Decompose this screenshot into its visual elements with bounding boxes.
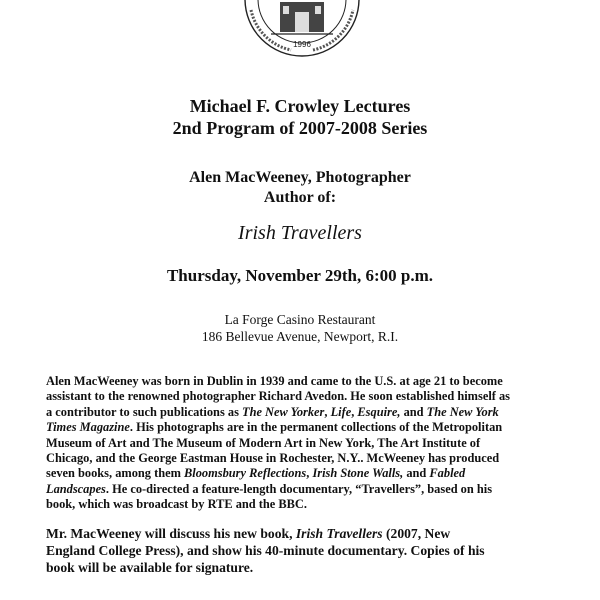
bio-text: and (400, 404, 427, 419)
bio-line (46, 405, 571, 420)
venue-name: La Forge Casino Restaurant (224, 312, 376, 327)
speaker-block (0, 168, 600, 208)
bio-text: . He co-directed a feature-length documentary, “Travellers”, based on his (105, 481, 493, 496)
bio-line: Alen MacWeeney was born in Dublin in 1939 and came to the U.S. at age 21 to become (46, 374, 503, 388)
description-text: Mr. MacWeeney will discuss his new book, (46, 526, 296, 541)
title-line-2: 2nd Program of 2007-2008 Series (172, 118, 428, 138)
book-reference: Fabled (429, 466, 466, 481)
bio-text: , (351, 404, 358, 419)
bio-text: seven books, among them (46, 466, 185, 481)
book-reference: Irish Travellers (295, 526, 383, 541)
bio-text: . His photographs are in the permanent collections of the Metropolitan (129, 420, 503, 435)
venue-address: 186 Bellevue Avenue, Newport, R.I. (201, 329, 399, 344)
title-line-1: Michael F. Crowley Lectures (189, 96, 411, 116)
event-datetime: Thursday, November 29th, 6:00 p.m. (166, 266, 434, 285)
book-title: Irish Travellers (238, 222, 362, 244)
description-line: book will be available for signature. (46, 560, 254, 575)
bio-line: Chicago, and the George Eastman House in Rochester, N.Y.. McWeeney has produced (46, 451, 500, 466)
author-of-label: Author of: (263, 189, 337, 206)
bio-line (46, 420, 571, 435)
bio-text: and (403, 466, 430, 481)
publication-title: The New York (426, 404, 499, 419)
publication-title: Life (330, 404, 352, 419)
seal-year: 1996 (293, 40, 311, 49)
bio-text: , (324, 404, 331, 419)
bio-line (46, 466, 571, 481)
description-line (46, 525, 571, 542)
bio-text: , (306, 466, 313, 481)
event-location (0, 311, 600, 345)
publication-title: Esquire, (357, 404, 401, 419)
lecture-description (46, 525, 571, 576)
bio-line: book, which was broadcast by RTE and the BBC. (46, 497, 307, 512)
book-reference: Landscapes (46, 481, 106, 496)
bio-line (46, 482, 571, 497)
book-reference: Irish Stone Walls, (312, 466, 404, 481)
bio-line: Museum of Art and The Museum of Modern Art in New York, The Art Institute of (46, 435, 481, 450)
society-seal (243, 0, 361, 58)
book-reference: Bloomsbury Reflections (184, 466, 307, 481)
description-text: (2007, New (382, 526, 451, 541)
speaker-biography (46, 374, 571, 513)
lecture-title (0, 95, 600, 139)
publication-title: Times Magazine (46, 420, 130, 435)
seal-emblem-icon (243, 0, 361, 58)
bio-text: a contributor to such publications as (46, 404, 242, 419)
bio-line: assistant to the renowned photographer Richard Avedon. He soon established himself as (46, 389, 510, 404)
description-line: England College Press), and show his 40-minute documentary. Copies of his (46, 543, 485, 558)
publication-title: The New Yorker (242, 404, 325, 419)
speaker-name: Alen MacWeeney, Photographer (189, 169, 411, 186)
